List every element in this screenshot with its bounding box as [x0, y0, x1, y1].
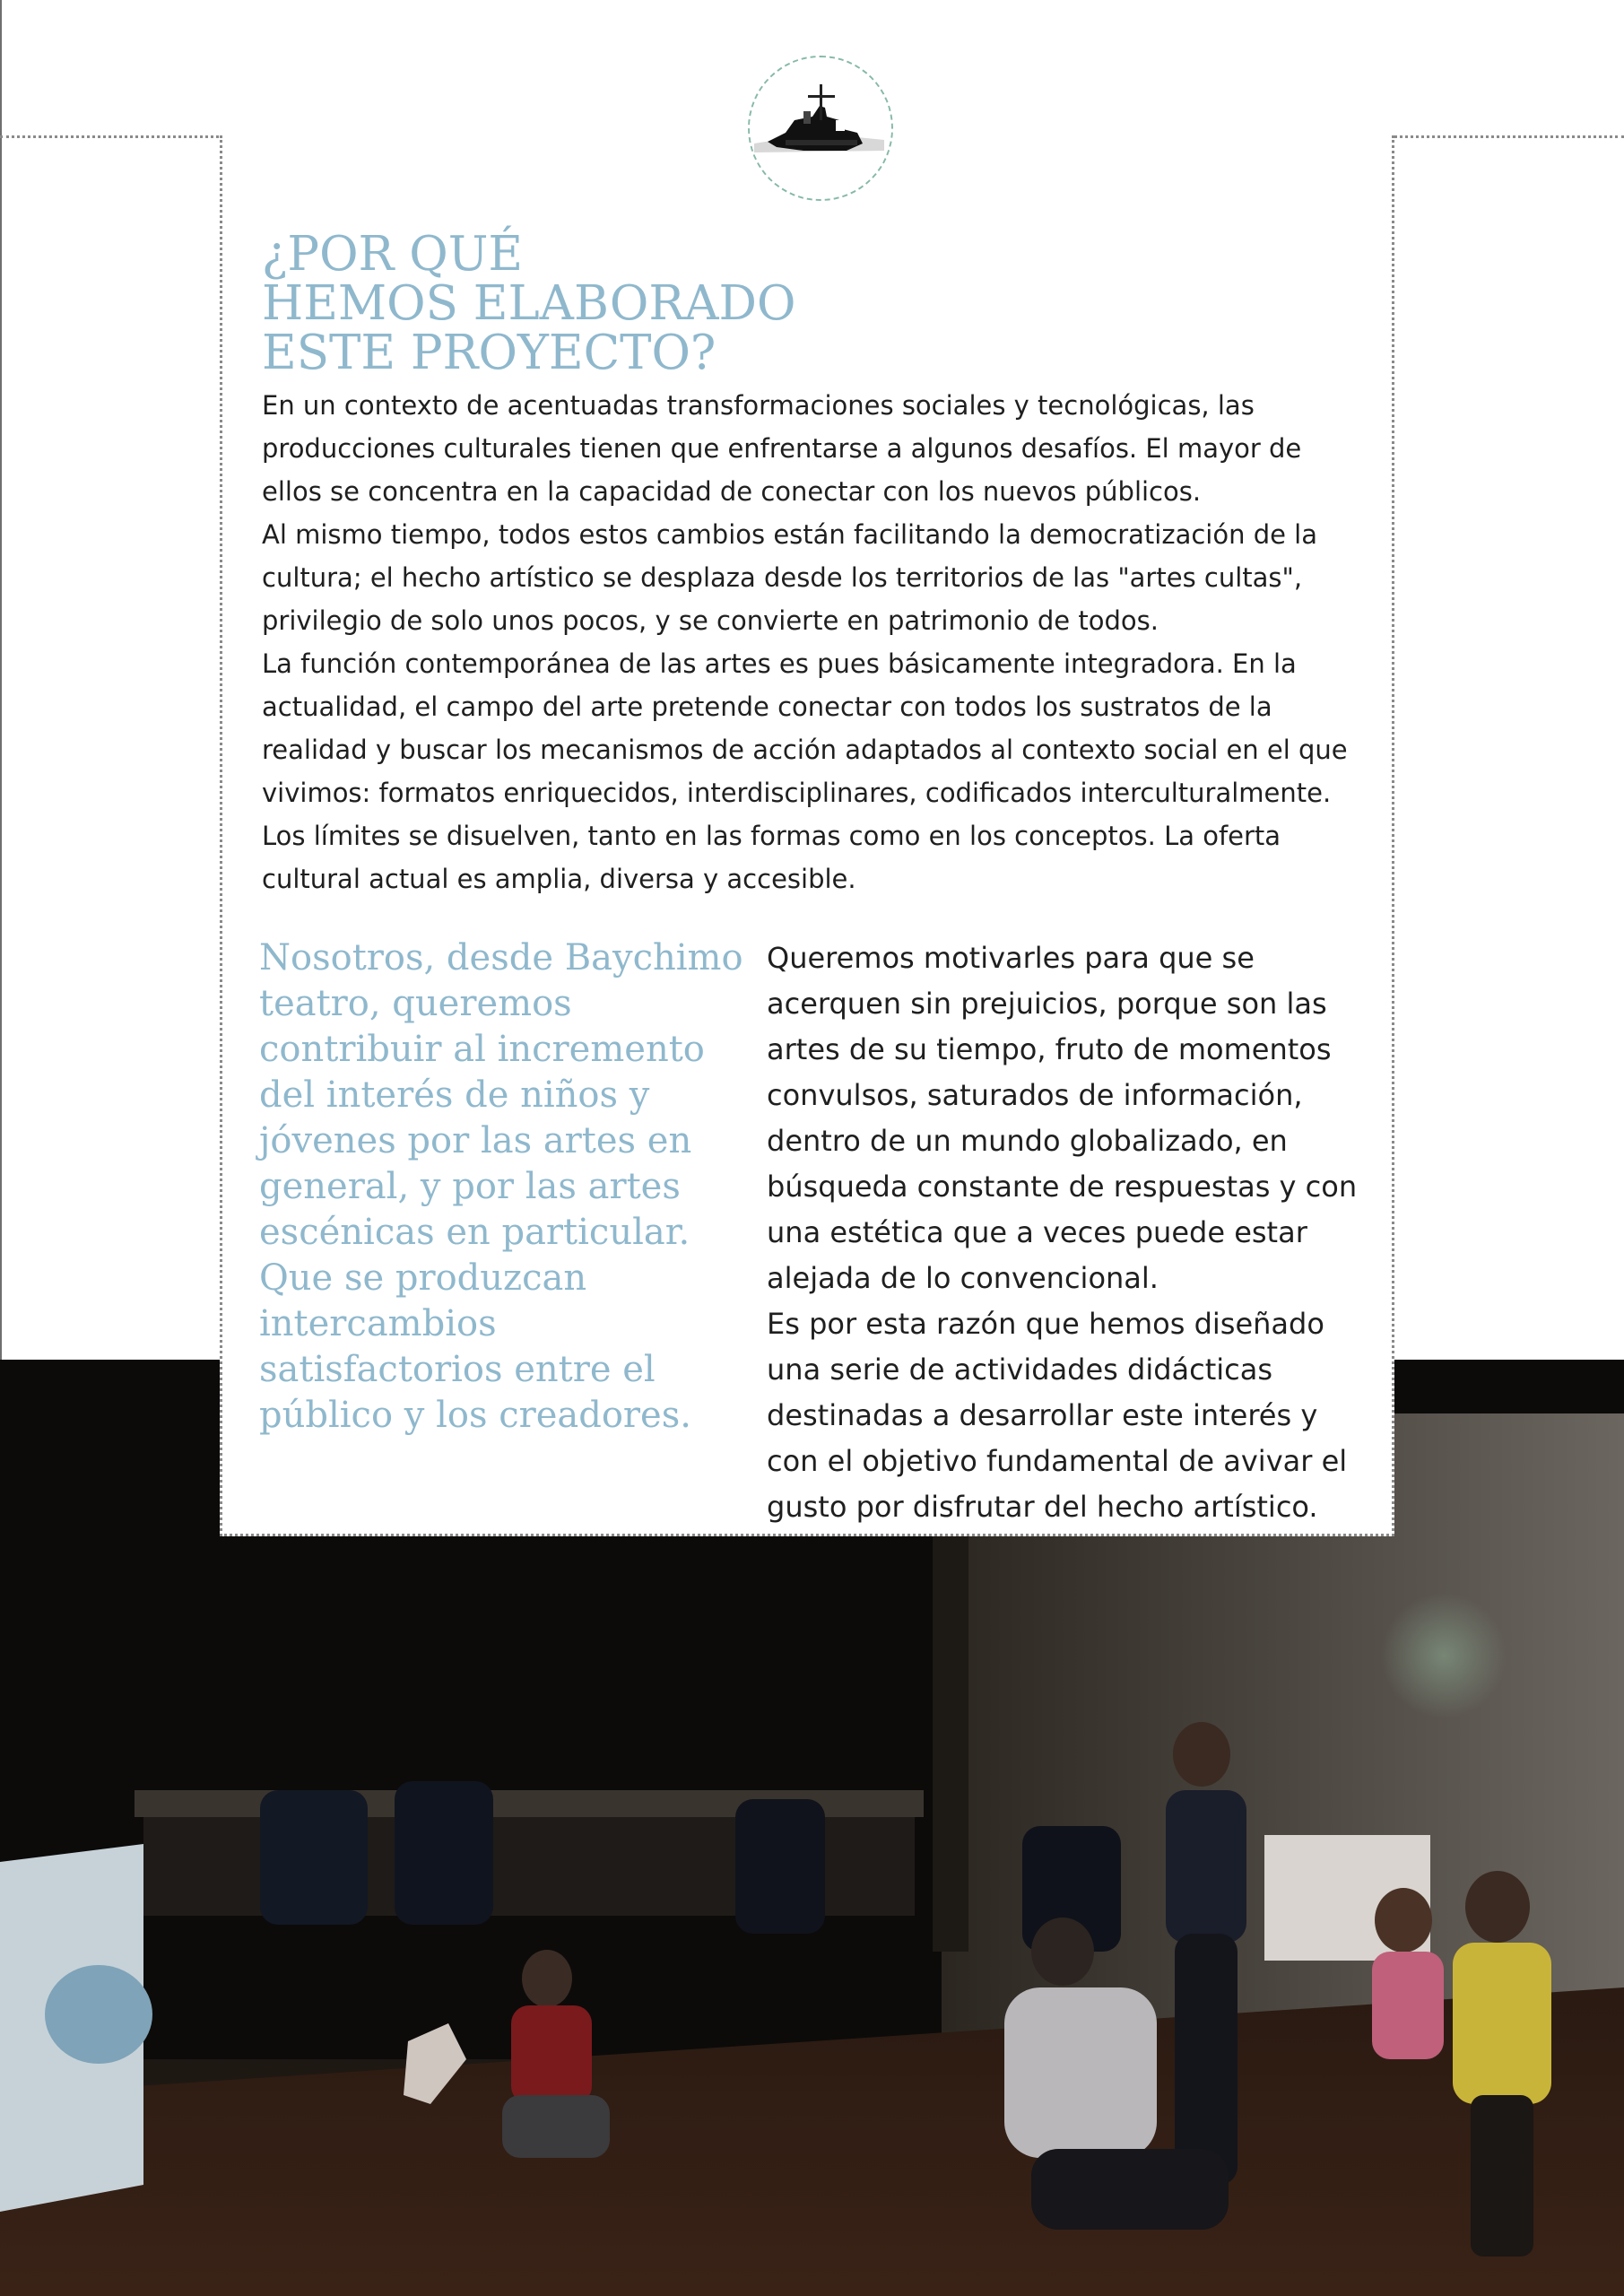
- intro-paragraph: La función contemporánea de las artes es pues básicamente integradora. En la actualidad, el campo del arte pretende conectar con todos los sustratos de la realidad y buscar los mecanismos de acción adaptados al contexto social en el que vivimos: formatos enriquecidos, interdisciplinares, codificados interculturalmente.: [262, 648, 1348, 808]
- page-title: [262, 227, 890, 380]
- pull-quote: Nosotros, desde Baychimo teatro, queremos contribuir al incremento del interés de niños y jóvenes por las artes en general, y por las artes escénicas en particular. Que se produzcan intercambios satisfactorios entre el público y los creadores.: [259, 937, 743, 1436]
- body-paragraph: Es por esta razón que hemos diseñado una serie de actividades didácticas destinadas a desarrollar este interés y con el objetivo fundamental de avivar el gusto por disfrutar del hecho artístico.: [767, 1307, 1348, 1524]
- intro-text: [262, 384, 1365, 900]
- title-line: ¿POR QUÉ: [262, 227, 524, 282]
- title-line: HEMOS ELABORADO: [262, 276, 796, 331]
- title-line: ESTE PROYECTO?: [262, 326, 716, 380]
- intro-paragraph: Los límites se disuelven, tanto en las formas como en los conceptos. La oferta cultural actual es amplia, diversa y accesible.: [262, 821, 1281, 894]
- intro-paragraph: Al mismo tiempo, todos estos cambios están facilitando la democratización de la cultura; el hecho artístico se desplaza desde los territorios de las "artes cultas", privilegio de solo unos pocos, y se convierte en patrimonio de todos.: [262, 519, 1317, 636]
- body-paragraph: Queremos motivarles para que se acerquen sin prejuicios, porque son las artes de su tiempo, fruto de momentos convulsos, saturados de información, dentro de un mundo globalizado, en búsqueda constante de respuestas y con una estética que a veces puede estar alejada de lo convencional.: [767, 941, 1358, 1295]
- ship-medallion-image: [748, 56, 893, 201]
- right-column-text: [767, 935, 1359, 1530]
- page-edge-line: [0, 0, 2, 1361]
- intro-paragraph: En un contexto de acentuadas transformaciones sociales y tecnológicas, las producciones culturales tienen que enfrentarse a algunos desafíos. El mayor de ellos se concentra en la capacidad de conectar con los nuevos públicos.: [262, 390, 1302, 507]
- ship-icon: [750, 57, 891, 199]
